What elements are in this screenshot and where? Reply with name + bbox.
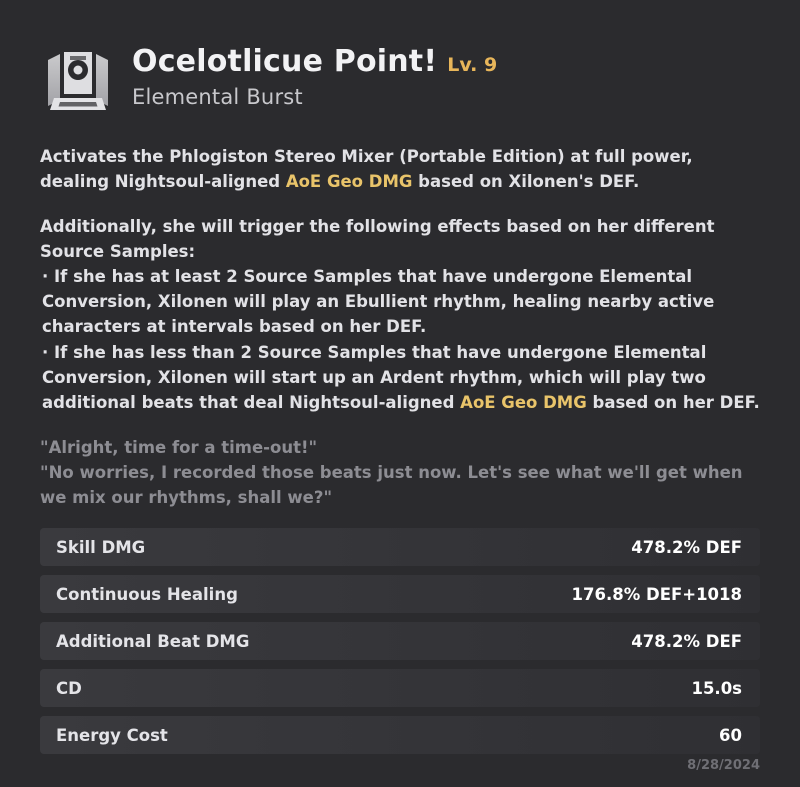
skill-type: Elemental Burst xyxy=(132,85,303,109)
desc-bullet2-part1: · If she has less than 2 Source Samples that have undergone Elemental Conversion, Xilonen will start up an Ardent rhythm, which will play two additional beats that deal Nightsoul-aligned xyxy=(42,342,707,412)
desc-bullet-1: · If she has at least 2 Source Samples that have undergone Elemental Conversion, Xilonen will play an Ebullient rhythm, healing nearby active characters at intervals based on her DEF. xyxy=(42,267,715,337)
stat-value: 60 xyxy=(719,725,742,745)
table-row xyxy=(40,716,760,754)
stat-label: Additional Beat DMG xyxy=(56,631,250,651)
description-paragraph-2 xyxy=(40,214,760,415)
table-row xyxy=(40,622,760,660)
skill-header xyxy=(40,30,760,118)
desc-bullet2-part2: based on her DEF. xyxy=(586,392,760,412)
skill-quotes xyxy=(40,435,760,510)
stat-label: Continuous Healing xyxy=(56,584,238,604)
quote-line-2: "No worries, I recorded those beats just now. Let's see what we'll get when we mix our rhythms, shall we?" xyxy=(40,462,743,507)
stat-label: Energy Cost xyxy=(56,725,168,745)
stat-value: 478.2% DEF xyxy=(631,537,742,557)
skill-stats-table xyxy=(40,528,760,754)
skill-description xyxy=(40,144,760,510)
stat-label: Skill DMG xyxy=(56,537,146,557)
stat-value: 478.2% DEF xyxy=(631,631,742,651)
desc-p1-highlight: AoE Geo DMG xyxy=(285,172,413,192)
stat-value: 176.8% DEF+1018 xyxy=(571,584,742,604)
elemental-burst-icon xyxy=(40,42,116,118)
desc-bullet-2 xyxy=(40,340,760,415)
desc-p2-intro: Additionally, she will trigger the following effects based on her different Source Samples: xyxy=(40,217,715,262)
desc-p1-part1: Activates the Phlogiston Stereo Mixer (Portable Edition) at full power, dealing Nightsoul-aligned xyxy=(40,147,693,192)
table-row xyxy=(40,669,760,707)
page-title: Ocelotlicue Point! xyxy=(132,44,438,79)
desc-bullet2-highlight: AoE Geo DMG xyxy=(460,392,587,412)
quote-line-1: "Alright, time for a time-out!" xyxy=(40,437,318,457)
description-paragraph-1 xyxy=(40,144,760,194)
skill-level: Lv. 9 xyxy=(447,54,498,76)
desc-p1-part2: based on Xilonen's DEF. xyxy=(412,172,640,192)
stat-label: CD xyxy=(56,678,82,698)
table-row xyxy=(40,575,760,613)
title-block xyxy=(132,38,497,109)
stat-value: 15.0s xyxy=(691,678,742,698)
table-row xyxy=(40,528,760,566)
footer-date: 8/28/2024 xyxy=(687,758,760,773)
